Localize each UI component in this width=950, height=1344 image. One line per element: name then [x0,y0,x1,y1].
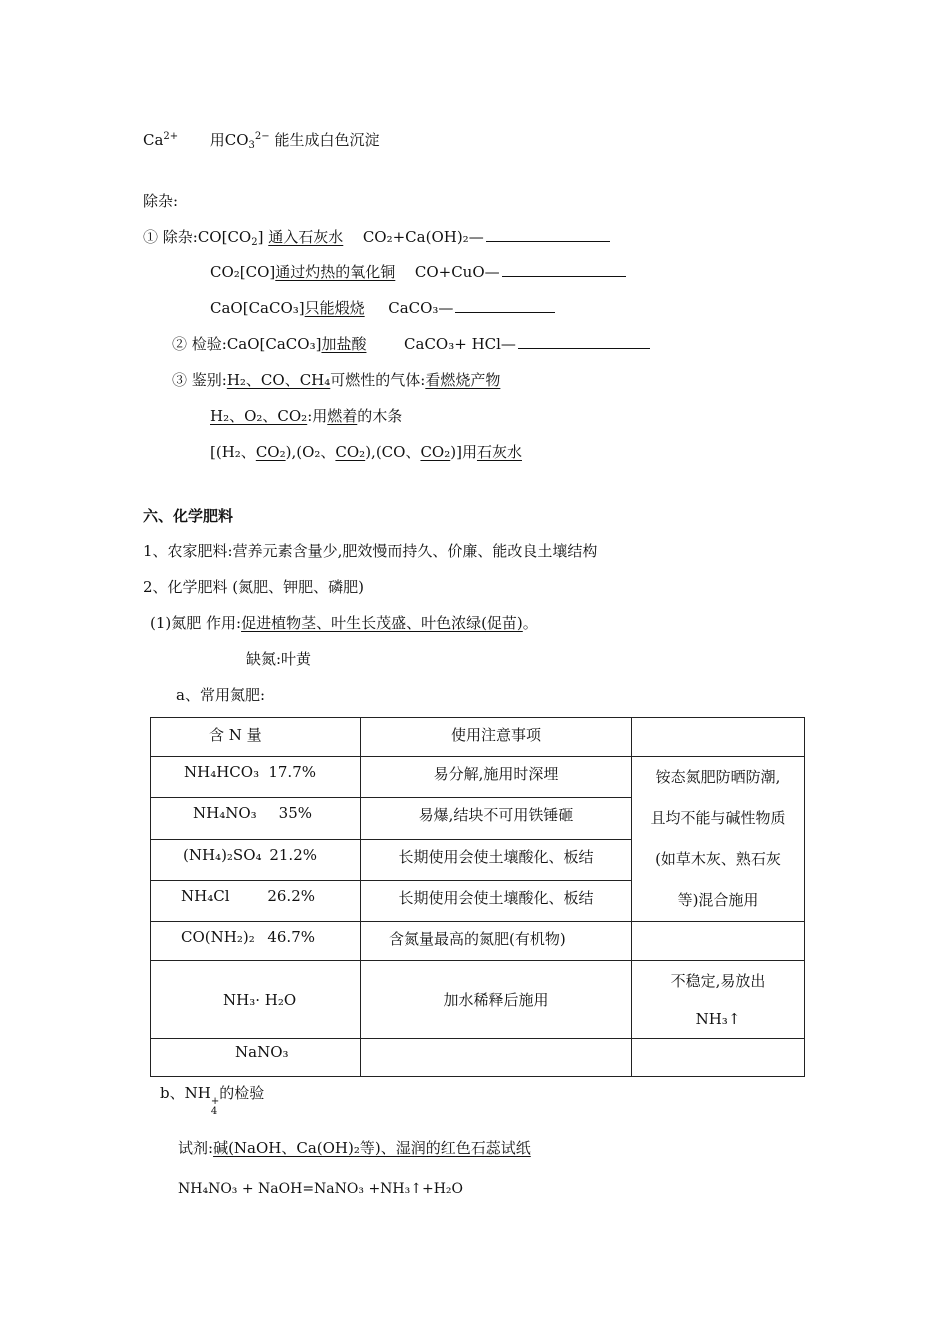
remove-item-1-equation: CO₂+Ca(OH)₂— [362,228,484,246]
identify-line-3 [210,442,522,462]
subheading-a: a、常用氮肥: [176,686,265,704]
remove-item-2-equation: CO+CuO— [414,263,500,281]
fertilizer-percent: 26.2% [267,886,315,905]
nitrogen-fertilizer-table [150,717,805,1077]
identify-line-1 [172,370,500,390]
reagent-label: 试剂: [178,1139,214,1157]
impurity-heading: 除杂: [143,192,179,210]
fertilizer-cell [151,839,361,880]
paragraph-farm-fertilizer: 1、农家肥料:营养元素含量少,肥效慢而持久、价廉、能改良土壤结构 [143,542,598,560]
ammonia-water-name: NH₃· H₂O [151,961,361,1039]
detect-prefix: ② 检验:CaO[CaCO₃] [172,335,322,353]
subheading-b-suffix: 的检验 [219,1084,265,1102]
reagent-sub: 3 [248,140,255,151]
header-content: 含 N 量 [151,718,361,757]
remove-item-1-sub: 2 [251,237,258,248]
subheading-b [160,1083,264,1117]
fertilizer-percent: 46.7% [267,928,315,946]
fertilizer-percent: 21.2% [269,845,317,864]
fertilizer-name: NH₄NO₃ [193,804,257,823]
ammonia-warning-line: 不稳定,易放出 [670,971,766,990]
reagent: CO [224,131,249,149]
remove-item-1-prefix: ① 除杂:CO[CO [143,228,252,246]
fertilizer-cell [151,757,361,798]
identify-line-2-method: 燃着 [327,407,358,425]
remove-item-2-formula: CO₂[CO] [210,263,276,281]
table-row [151,1039,805,1077]
paragraph-chemical-fertilizer: 2、化学肥料 (氮肥、钾肥、磷肥) [143,578,365,596]
fertilizer-note: 易爆,结块不可用铁锤砸 [361,798,632,839]
identify-line-3-co2: CO₂ [420,443,451,461]
fertilizer-name: (NH₄)₂SO₄ [183,845,262,864]
empty-cell [361,1039,632,1077]
fertilizer-note: 含氮量最高的氮肥(有机物) [361,922,632,961]
remove-item-2-method: 通过灼热的氧化铜 [275,263,396,281]
sodium-nitrate-name: NaNO₃ [151,1039,361,1077]
ammonium-note-line: 铵态氮肥防晒防潮, [655,768,781,786]
detect-equation: CaCO₃+ HCl— [404,335,516,353]
ion-test-line [143,127,379,156]
fertilizer-name: NH₄Cl [181,886,230,905]
remove-item-3-equation: CaCO₃— [388,299,454,317]
ion-test-result: 能生成白色沉淀 [274,131,380,149]
nitrogen-effect-line [150,613,538,633]
subheading-b-prefix: b、NH [160,1084,211,1102]
identify-line-3-co2: CO₂ [255,443,286,461]
ammonium-note-line: 且均不能与碱性物质 [650,809,786,827]
remove-item-1-bracket: ] [257,228,264,246]
final-equation: NH₄NO₃ + NaOH=NaNO₃ +NH₃↑+H₂O [178,1181,464,1197]
table-row [151,922,805,961]
identify-line-3-method: 石灰水 [476,443,522,461]
fertilizer-note: 易分解,施用时深埋 [361,757,632,798]
reagent-text: 碱(NaOH、Ca(OH)₂等)、湿润的红色石蕊试纸 [213,1139,531,1157]
remove-item-2 [210,262,626,282]
ammonia-water-note: 加水稀释后施用 [361,961,632,1039]
identify-line-3-co2: CO₂ [335,443,366,461]
fertilizer-cell [151,880,361,921]
subheading-b-sup: + [210,1096,220,1107]
identify-prefix: ③ 鉴别: [172,371,227,389]
subheading-b-sub: 4 [210,1106,218,1117]
fertilizer-cell [151,922,361,961]
header-empty [632,718,805,757]
table-row [151,961,805,1039]
ammonia-water-warning-cell [632,961,805,1039]
identify-line-3-part: ),(CO、 [365,443,421,461]
ammonium-note-cell [632,757,805,922]
fertilizer-cell [151,798,361,839]
ammonia-warning-formula: NH₃↑ [695,1009,741,1028]
identify-line-2-gases: H₂、O₂、CO₂ [210,407,308,425]
nitrogen-effect-end: 。 [522,614,538,632]
remove-item-3 [210,298,555,318]
table-header-row [151,718,805,757]
detect-method: 加盐酸 [321,335,367,353]
fertilizer-percent: 35% [278,804,312,823]
identify-line-2-mid: :用 [307,407,328,425]
ion: Ca [143,131,164,149]
ion-test-mid: 用 [209,131,225,149]
section-title: 六、化学肥料 [143,507,234,525]
fertilizer-note: 长期使用会使土壤酸化、板结 [361,880,632,921]
identify-line-2-tail: 的木条 [357,407,403,425]
remove-item-1 [143,227,610,253]
remove-item-1-method: 通入石灰水 [268,228,344,246]
nitrogen-effect: 促进植物茎、叶生长茂盛、叶色浓绿(促苗) [241,614,523,632]
empty-cell [632,922,805,961]
answer-blank-1[interactable] [486,227,610,242]
identify-method: 看燃烧产物 [425,371,501,389]
reagent-charge: 2− [254,131,270,142]
nitrogen-effect-prefix: (1)氮肥 作用: [150,614,242,632]
identify-line-2 [210,406,402,426]
reagent-line [178,1138,531,1158]
identify-line-3-part: )]用 [450,443,477,461]
ion-charge: 2+ [163,131,179,142]
remove-item-3-formula: CaO[CaCO₃] [210,299,305,317]
answer-blank-4[interactable] [518,334,650,349]
table-row [151,757,805,798]
ammonium-note-line: (如草木灰、熟石灰 [655,850,781,868]
detect-line [172,334,650,354]
ammonium-note-line: 等)混合施用 [677,891,759,909]
fertilizer-note: 长期使用会使土壤酸化、板结 [361,839,632,880]
identify-mid: 可燃性的气体: [330,371,426,389]
fertilizer-percent: 17.7% [268,763,316,781]
empty-cell [632,1039,805,1077]
fertilizer-name: CO(NH₂)₂ [181,928,255,946]
answer-blank-3[interactable] [455,298,555,313]
answer-blank-2[interactable] [502,262,626,277]
nitrogen-deficiency: 缺氮:叶黄 [246,650,312,668]
remove-item-3-method: 只能煅烧 [304,299,365,317]
identify-gases: H₂、CO、CH₄ [226,371,331,389]
header-notes: 使用注意事项 [361,718,632,757]
identify-line-3-part: ),(O₂、 [285,443,336,461]
fertilizer-name: NH₄HCO₃ [184,763,260,781]
identify-line-3-part: [(H₂、 [210,443,256,461]
